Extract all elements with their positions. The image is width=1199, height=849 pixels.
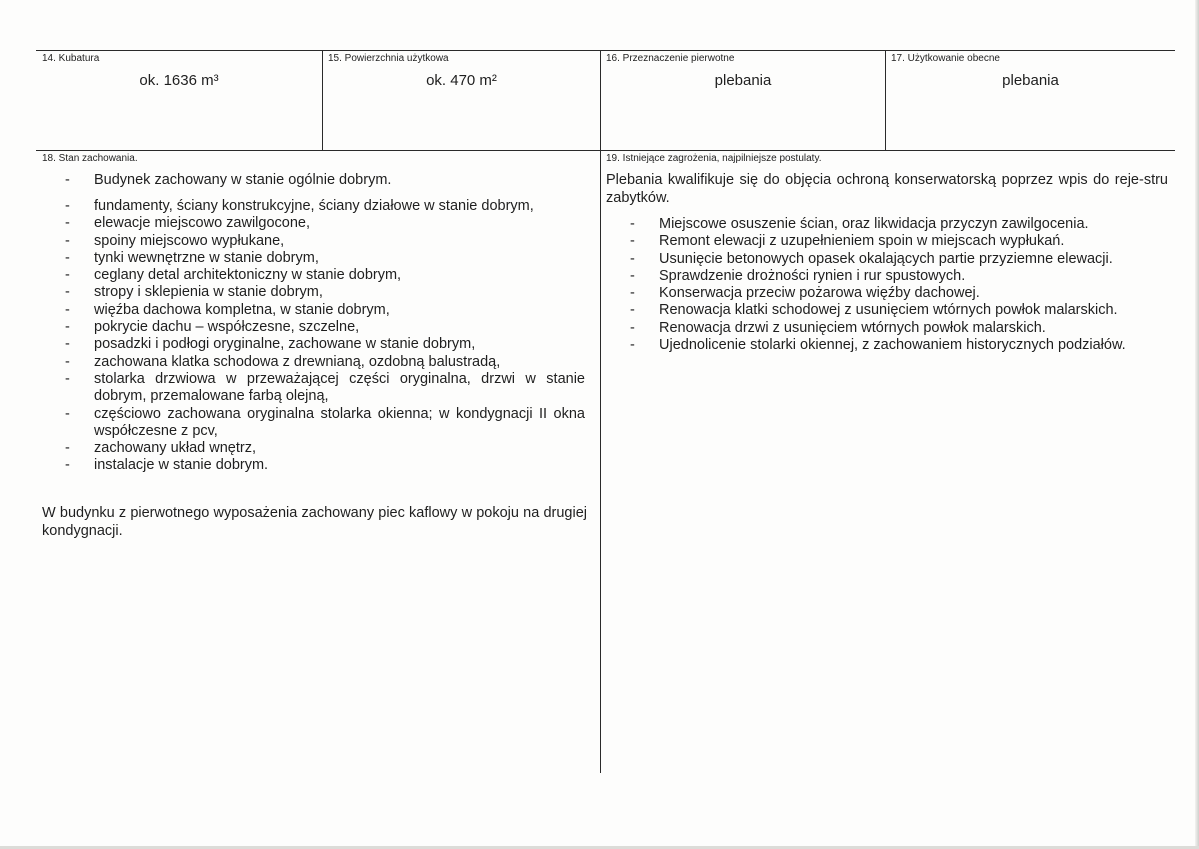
list-item xyxy=(630,216,1170,233)
list-item-text: więźba dachowa kompletna, w stanie dobrym, xyxy=(94,301,390,318)
stan-zachowania-label: 18. Stan zachowania. xyxy=(42,153,138,164)
dash-bullet: - xyxy=(630,319,635,336)
dash-bullet: - xyxy=(65,249,70,266)
postulaty-list xyxy=(630,216,1170,354)
uzytkowanie-label: 17. Użytkowanie obecne xyxy=(891,53,1000,64)
list-item xyxy=(630,285,1170,302)
dash-bullet: - xyxy=(630,233,635,250)
dash-bullet: - xyxy=(65,370,70,387)
dash-bullet: - xyxy=(630,250,635,267)
list-item xyxy=(65,198,585,215)
zagrozenia-label: 19. Istniejące zagrożenia, najpilniejsze postulaty. xyxy=(606,153,822,164)
list-item xyxy=(65,336,585,353)
dash-bullet: - xyxy=(65,319,70,336)
dash-bullet: - xyxy=(630,267,635,284)
dash-bullet: - xyxy=(65,353,70,370)
list-item-text: stolarka drzwiowa w przeważającej części oryginalna, drzwi w stanie dobrym, przemalowane farbą olejną, xyxy=(94,370,585,405)
column-divider-3 xyxy=(885,50,886,151)
zagrozenia-intro: Plebania kwalifikuje się do objęcia ochroną konserwatorską poprzez wpis do reje-stru zabytków. xyxy=(606,172,1168,206)
column-divider-1 xyxy=(322,50,323,151)
przeznaczenie-value: plebania xyxy=(714,72,772,89)
list-item-text: Sprawdzenie drożności rynien i rur spustowych. xyxy=(659,267,966,284)
stan-zachowania-list xyxy=(65,198,585,475)
list-item-text: ceglany detal architektoniczny w stanie dobrym, xyxy=(94,267,402,284)
list-item xyxy=(65,172,585,189)
list-item xyxy=(630,320,1170,337)
dash-bullet: - xyxy=(630,337,635,354)
dash-bullet: - xyxy=(65,172,70,188)
list-item xyxy=(65,319,585,336)
przeznaczenie-label: 16. Przeznaczenie pierwotne xyxy=(606,53,735,64)
wyposazenie-paragraph: W budynku z pierwotnego wyposażenia zachowany piec kaflowy w pokoju na drugiej kondygnacji. xyxy=(42,505,587,539)
list-item-text: elewacje miejscowo zawilgocone, xyxy=(94,215,310,232)
list-item xyxy=(65,284,585,301)
list-item-text: Renowacja drzwi z usunięciem wtórnych powłok malarskich. xyxy=(659,319,1046,336)
dash-bullet: - xyxy=(65,232,70,249)
list-item xyxy=(65,440,585,457)
list-item-text: zachowana klatka schodowa z drewnianą, ozdobną balustradą, xyxy=(94,353,501,370)
list-item-text: posadzki i podłogi oryginalne, zachowane w stanie dobrym, xyxy=(94,336,476,353)
list-item xyxy=(65,215,585,232)
list-item-text: stropy i sklepienia w stanie dobrym, xyxy=(94,284,323,301)
list-item xyxy=(630,233,1170,250)
powierzchnia-value: ok. 470 m² xyxy=(426,72,497,89)
list-item-text: fundamenty, ściany konstrukcyjne, ściany działowe w stanie dobrym, xyxy=(94,198,534,214)
list-item-text: Remont elewacji z uzupełnieniem spoin w miejscach wypłukań. xyxy=(659,233,1065,250)
list-item xyxy=(630,268,1170,285)
column-divider-2 xyxy=(600,50,601,773)
powierzchnia-label: 15. Powierzchnia użytkowa xyxy=(328,53,449,64)
list-item-text: spoiny miejscowo wypłukane, xyxy=(94,232,285,249)
dash-bullet: - xyxy=(630,285,635,302)
list-item-text: Renowacja klatki schodowej z usunięciem wtórnych powłok malarskich. xyxy=(659,302,1118,319)
list-item xyxy=(65,354,585,371)
list-item-text: pokrycie dachu – współczesne, szczelne, xyxy=(94,319,360,336)
list-item xyxy=(630,337,1170,354)
list-item xyxy=(65,250,585,267)
list-item xyxy=(65,302,585,319)
kubatura-label: 14. Kubatura xyxy=(42,53,100,64)
list-item xyxy=(630,302,1170,319)
list-item-text: tynki wewnętrzne w stanie dobrym, xyxy=(94,249,319,266)
list-item-text: częściowo zachowana oryginalna stolarka okienna; w kondygnacji II okna współczesne z pcv, xyxy=(94,405,585,439)
dash-bullet: - xyxy=(65,440,70,457)
kubatura-value: ok. 1636 m³ xyxy=(139,72,219,89)
list-item-text: Ujednolicenie stolarki okiennej, z zachowaniem historycznych podziałów. xyxy=(659,337,1126,354)
dash-bullet: - xyxy=(65,284,70,301)
dash-bullet: - xyxy=(630,302,635,319)
list-item-text: Usunięcie betonowych opasek okalających partie przyziemne elewacji. xyxy=(659,250,1113,267)
dash-bullet: - xyxy=(65,267,70,284)
list-item xyxy=(65,233,585,250)
row-divider xyxy=(36,150,1175,151)
list-item-text: Miejscowe osuszenie ścian, oraz likwidacja przyczyn zawilgocenia. xyxy=(659,216,1089,232)
dash-bullet: - xyxy=(65,301,70,318)
list-item-text: Konserwacja przeciw pożarowa więźby dachowej. xyxy=(659,285,980,302)
list-item-text: Budynek zachowany w stanie ogólnie dobrym. xyxy=(94,172,392,188)
dash-bullet: - xyxy=(65,215,70,232)
list-item xyxy=(65,267,585,284)
dash-bullet: - xyxy=(65,457,70,474)
stan-first-list xyxy=(65,172,585,189)
list-item xyxy=(65,406,585,441)
dash-bullet: - xyxy=(65,336,70,353)
dash-bullet: - xyxy=(65,405,70,422)
list-item xyxy=(65,371,585,406)
list-item xyxy=(630,251,1170,268)
dash-bullet: - xyxy=(630,216,635,232)
list-item-text: instalacje w stanie dobrym. xyxy=(94,457,269,474)
dash-bullet: - xyxy=(65,198,70,214)
top-border xyxy=(36,50,1175,51)
uzytkowanie-value: plebania xyxy=(1002,72,1059,89)
list-item-text: zachowany układ wnętrz, xyxy=(94,440,256,457)
list-item xyxy=(65,457,585,474)
page-edge xyxy=(1195,0,1199,849)
